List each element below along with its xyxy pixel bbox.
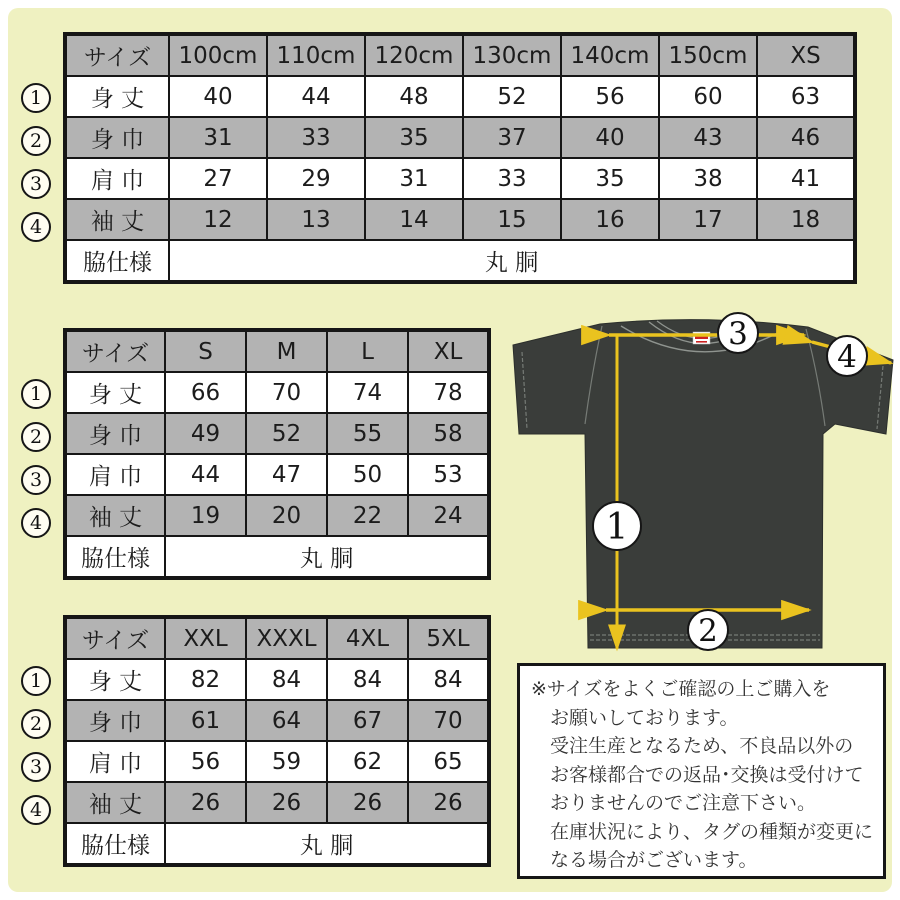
- measurement-cell: 26: [246, 782, 327, 823]
- side-spec-value: 丸 胴: [169, 240, 855, 282]
- column-header-140cm: 140cm: [561, 34, 659, 76]
- measurement-cell: 67: [327, 700, 408, 741]
- measurement-cell: 52: [246, 413, 327, 454]
- measurement-cell: 62: [327, 741, 408, 782]
- row-marker-circle-3: 3: [21, 169, 51, 199]
- column-header-150cm: 150cm: [659, 34, 757, 76]
- measurement-cell: 14: [365, 199, 463, 240]
- measurement-cell: 60: [659, 76, 757, 117]
- svg-text:2: 2: [698, 613, 718, 650]
- note-line: お願いしております。: [550, 706, 739, 729]
- column-header-XXXL: XXXL: [246, 617, 327, 659]
- measurement-cell: 52: [463, 76, 561, 117]
- row-label: 袖 丈: [65, 782, 165, 823]
- size-header-cell: サイズ: [65, 34, 169, 76]
- row-label: 肩 巾: [65, 454, 165, 495]
- callout-3: [718, 313, 758, 353]
- side-spec-value: 丸 胴: [165, 823, 489, 865]
- row-label: 身 巾: [65, 413, 165, 454]
- row-marker-circle-4: 4: [21, 795, 51, 825]
- measurement-cell: 12: [169, 199, 267, 240]
- column-header-XXL: XXL: [165, 617, 246, 659]
- row-label: 身 巾: [65, 700, 165, 741]
- measurement-cell: 53: [408, 454, 489, 495]
- size-table-xxl-5xl-wrap: [29, 615, 491, 867]
- column-header-M: M: [246, 330, 327, 372]
- measurement-cell: 13: [267, 199, 365, 240]
- row-label: 身 丈: [65, 659, 165, 700]
- measurement-cell: 41: [757, 158, 855, 199]
- row-label: 身 巾: [65, 117, 169, 158]
- row-marker-circle-3: 3: [21, 752, 51, 782]
- note-line: 受注生産となるため、不良品以外の: [550, 735, 854, 757]
- measurement-cell: 82: [165, 659, 246, 700]
- column-header-130cm: 130cm: [463, 34, 561, 76]
- column-header-XS: XS: [757, 34, 855, 76]
- column-header-L: L: [327, 330, 408, 372]
- measurement-cell: 70: [246, 372, 327, 413]
- measurement-cell: 33: [267, 117, 365, 158]
- measurement-cell: 19: [165, 495, 246, 536]
- measurement-cell: 35: [561, 158, 659, 199]
- measurement-cell: 44: [267, 76, 365, 117]
- row-marker-circle-3: 3: [21, 465, 51, 495]
- measurement-cell: 26: [165, 782, 246, 823]
- measurement-cell: 46: [757, 117, 855, 158]
- size-table-kids-xs: [63, 32, 857, 284]
- row-label: 肩 巾: [65, 741, 165, 782]
- column-header-S: S: [165, 330, 246, 372]
- row-label: 身 丈: [65, 76, 169, 117]
- measurement-cell: 56: [561, 76, 659, 117]
- row-marker-circle-4: 4: [21, 508, 51, 538]
- measurement-cell: 24: [408, 495, 489, 536]
- measurement-cell: 15: [463, 199, 561, 240]
- row-marker-circle-2: 2: [21, 126, 51, 156]
- note-line: お客様都合での返品･交換は受付けて: [550, 763, 864, 786]
- side-spec-value: 丸 胴: [165, 536, 489, 578]
- callout-2: [688, 610, 728, 650]
- measurement-cell: 84: [246, 659, 327, 700]
- size-table-s-xl: [63, 328, 491, 580]
- side-spec-label: 脇仕様: [65, 240, 169, 282]
- measurement-cell: 44: [165, 454, 246, 495]
- measurement-cell: 18: [757, 199, 855, 240]
- note-line: ※サイズをよくご確認の上ご購入を: [531, 678, 831, 700]
- note-line: おりませんのでご注意下さい。: [550, 792, 817, 814]
- measurement-cell: 20: [246, 495, 327, 536]
- callout-4: [827, 336, 867, 376]
- measurement-cell: 59: [246, 741, 327, 782]
- row-marker-circle-2: 2: [21, 422, 51, 452]
- side-spec-label: 脇仕様: [65, 823, 165, 865]
- measurement-cell: 35: [365, 117, 463, 158]
- measurement-cell: 55: [327, 413, 408, 454]
- measurement-cell: 49: [165, 413, 246, 454]
- row-marker-circle-4: 4: [21, 212, 51, 242]
- measurement-cell: 17: [659, 199, 757, 240]
- size-table-xxl-5xl: [63, 615, 491, 867]
- measurement-cell: 47: [246, 454, 327, 495]
- size-table-s-xl-wrap: [29, 328, 491, 580]
- measurement-cell: 84: [408, 659, 489, 700]
- measurement-cell: 63: [757, 76, 855, 117]
- column-header-120cm: 120cm: [365, 34, 463, 76]
- measurement-cell: 43: [659, 117, 757, 158]
- row-label: 袖 丈: [65, 199, 169, 240]
- measurement-cell: 84: [327, 659, 408, 700]
- measurement-cell: 27: [169, 158, 267, 199]
- note-line: なる場合がございます。: [550, 849, 758, 871]
- row-label: 肩 巾: [65, 158, 169, 199]
- measurement-cell: 22: [327, 495, 408, 536]
- measurement-cell: 26: [408, 782, 489, 823]
- measurement-cell: 64: [246, 700, 327, 741]
- row-marker-circle-1: 1: [21, 83, 51, 113]
- measurement-cell: 16: [561, 199, 659, 240]
- measurement-cell: 50: [327, 454, 408, 495]
- size-header-cell: サイズ: [65, 617, 165, 659]
- measurement-cell: 74: [327, 372, 408, 413]
- row-marker-circle-1: 1: [21, 379, 51, 409]
- measurement-cell: 31: [169, 117, 267, 158]
- purchase-note-box: [517, 663, 886, 879]
- column-header-4XL: 4XL: [327, 617, 408, 659]
- note-line: 在庫状況により、タグの種類が変更に: [550, 820, 874, 843]
- measurement-cell: 37: [463, 117, 561, 158]
- measurement-cell: 40: [169, 76, 267, 117]
- column-header-XL: XL: [408, 330, 489, 372]
- measurement-cell: 40: [561, 117, 659, 158]
- measurement-cell: 26: [327, 782, 408, 823]
- measurement-cell: 78: [408, 372, 489, 413]
- measurement-cell: 65: [408, 741, 489, 782]
- svg-text:1: 1: [605, 506, 629, 548]
- measurement-cell: 58: [408, 413, 489, 454]
- svg-text:4: 4: [837, 339, 857, 376]
- row-marker-circle-1: 1: [21, 666, 51, 696]
- svg-text:3: 3: [728, 316, 748, 353]
- tshirt-measurement-diagram: [505, 312, 900, 660]
- row-label: 袖 丈: [65, 495, 165, 536]
- column-header-100cm: 100cm: [169, 34, 267, 76]
- measurement-cell: 70: [408, 700, 489, 741]
- size-table-kids-xs-wrap: [29, 32, 857, 284]
- measurement-cell: 33: [463, 158, 561, 199]
- measurement-cell: 48: [365, 76, 463, 117]
- measurement-cell: 61: [165, 700, 246, 741]
- measurement-cell: 56: [165, 741, 246, 782]
- measurement-cell: 66: [165, 372, 246, 413]
- size-header-cell: サイズ: [65, 330, 165, 372]
- row-label: 身 丈: [65, 372, 165, 413]
- measurement-cell: 38: [659, 158, 757, 199]
- measurement-cell: 29: [267, 158, 365, 199]
- column-header-110cm: 110cm: [267, 34, 365, 76]
- callout-1: [593, 502, 641, 550]
- column-header-5XL: 5XL: [408, 617, 489, 659]
- measurement-cell: 31: [365, 158, 463, 199]
- row-marker-circle-2: 2: [21, 709, 51, 739]
- side-spec-label: 脇仕様: [65, 536, 165, 578]
